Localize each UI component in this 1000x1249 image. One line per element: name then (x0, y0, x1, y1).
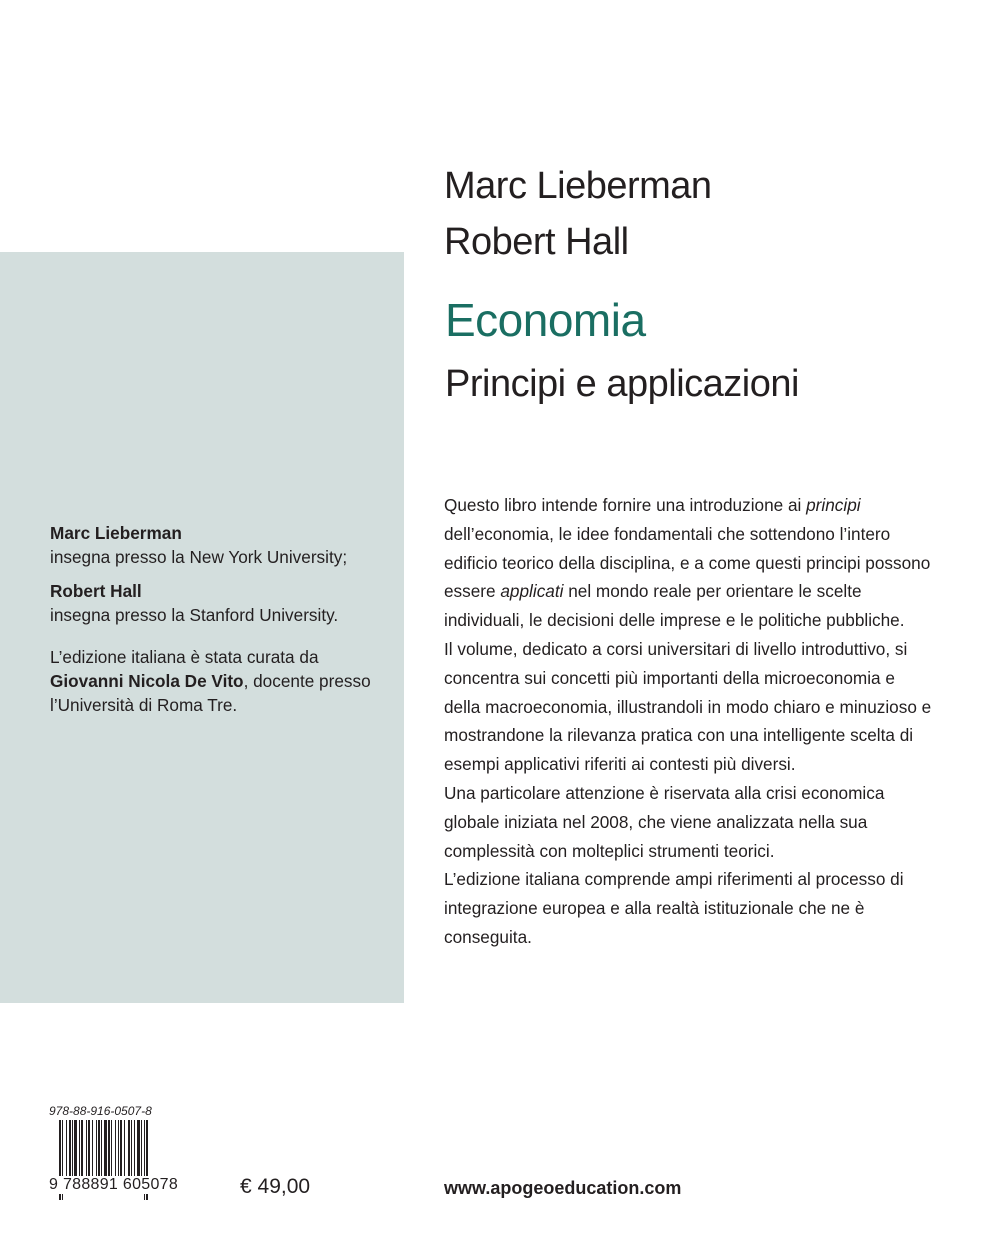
bio-author-name: Marc Lieberman (50, 523, 182, 543)
author-list (444, 158, 712, 270)
book-subtitle: Principi e applicazioni (445, 363, 799, 405)
description-paragraph: Il volume, dedicato a corsi universitari di livello introduttivo, si concentra sui concetti più importanti della microeconomia e della macroeconomia, illustrandoli in modo chiaro e minuzioso e mostrandone la rilevanza pratica con una intelligente scelta di esempi applicativi riferiti ai contesti più diversi. (444, 638, 932, 775)
edition-note: L’edizione italiana è stata curata da Giovanni Nicola De Vito, docente presso l’Università di Roma Tre. (50, 647, 371, 715)
barcode-digits: 9 788891 605078 (49, 1176, 179, 1193)
bio-author-role: insegna presso la Stanford University. (50, 605, 339, 625)
book-description (444, 491, 934, 952)
description-paragraph: Questo libro intende fornire una introduzione ai principi dell’economia, le idee fondamentali che sottendono l’intero edificio teorico della disciplina, e a come questi principi possono essere applicati nel mondo reale per orientare le scelte individuali, le decisioni delle imprese e le politiche pubbliche. (444, 495, 931, 631)
author-bio (50, 521, 390, 717)
book-title: Economia (445, 294, 646, 346)
website-url: www.apogeoeducation.com (444, 1178, 682, 1198)
bio-author-name: Robert Hall (50, 581, 142, 601)
bio-author-role: insegna presso la New York University; (50, 547, 348, 567)
isbn-number: 978-88-916-0507-8 (49, 1104, 152, 1118)
price: € 49,00 (240, 1175, 311, 1198)
description-paragraph: Una particolare attenzione è riservata alla crisi economica globale iniziata nel 2008, che viene analizzata nella sua complessità con molteplici strumenti teorici. (444, 782, 885, 861)
author-name: Marc Lieberman (444, 165, 712, 207)
author-name: Robert Hall (444, 221, 629, 263)
description-paragraph: L’edizione italiana comprende ampi riferimenti al processo di integrazione europea e alla realtà istituzionale che ne è conseguita. (444, 869, 904, 947)
